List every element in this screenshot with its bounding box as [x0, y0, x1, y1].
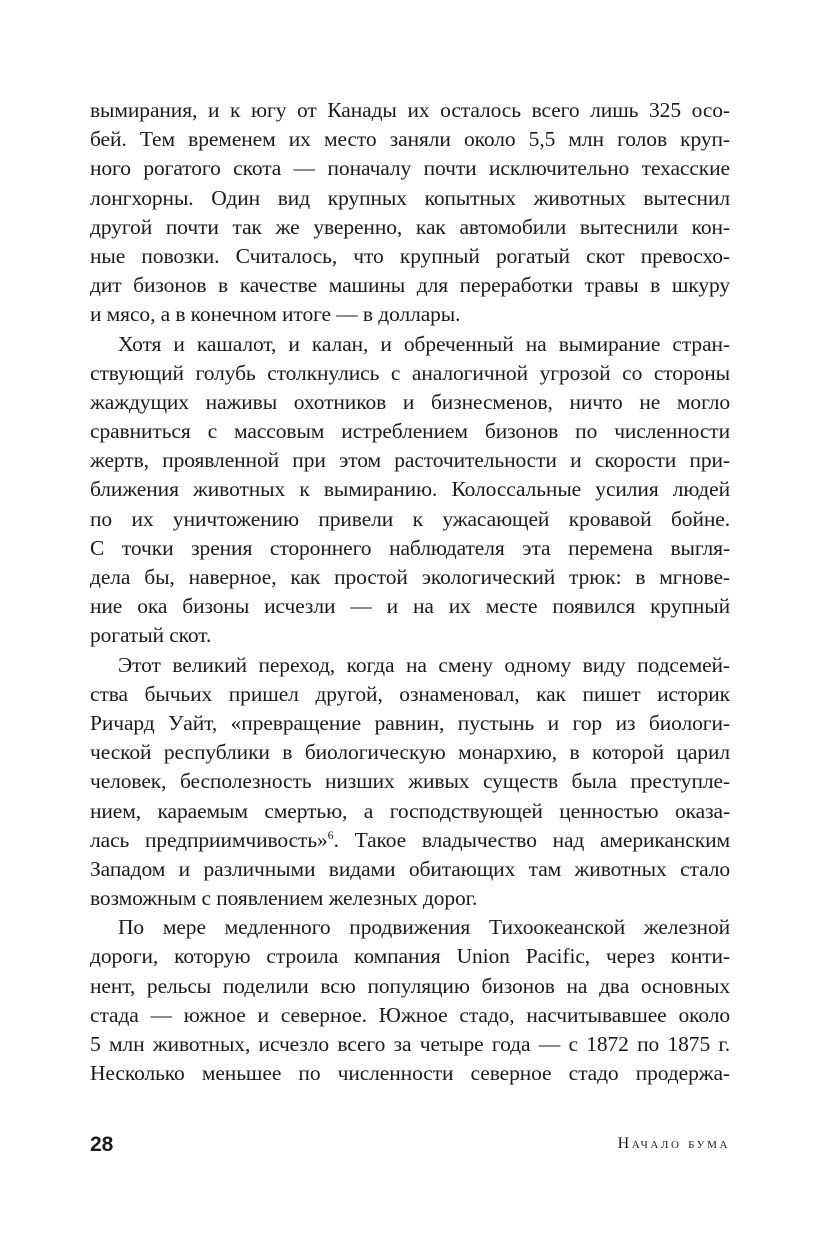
- text-line: нент, рельсы поделили всю популяцию бизонов на два основных: [90, 973, 730, 998]
- text-line: по их уничтожению привели к ужасающей кровавой бойне.: [90, 506, 730, 531]
- text-line: стада — южное и северное. Южное стадо, насчитывавшее около: [90, 1002, 730, 1027]
- text-line: жертв, проявленной при этом расточительности и скорости при-: [90, 448, 730, 473]
- text-line: ные повозки. Считалось, что крупный рогатый скот превосхо-: [90, 243, 730, 268]
- text-line: вымирания, и к югу от Канады их осталось всего лишь 325 осо-: [90, 98, 730, 122]
- text-line: ческой республики в биологическую монархию, в которой царил: [90, 740, 730, 765]
- text-line: бей. Тем временем их место заняли около 5,5 млн голов круп-: [90, 127, 730, 152]
- text-line: Хотя и кашалот, и калан, и обреченный на вымирание стран-: [118, 331, 730, 356]
- text-line: лонгхорны. Один вид крупных копытных животных вытеснил: [90, 185, 730, 210]
- text-line: Несколько меньшее по численности северное стадо продержа-: [90, 1061, 730, 1086]
- text-line: жаждущих наживы охотников и бизнесменов, ничто не могло: [90, 389, 730, 414]
- text-line: рогатый скот.: [90, 623, 212, 648]
- paragraph: [90, 651, 730, 914]
- footnote-reference[interactable]: 6: [327, 827, 334, 842]
- text-line: дит бизонов в качестве машины для переработки травы в шкуру: [90, 273, 730, 298]
- paragraph: [90, 96, 730, 330]
- text-line: Этот великий переход, когда на смену одному виду подсемей-: [118, 652, 730, 677]
- text-line: ние ока бизоны исчезли — и на их месте появился крупный: [90, 594, 730, 619]
- text-line: ближения животных к вымиранию. Колоссальные усилия людей: [90, 477, 730, 502]
- text-line: дороги, которую строила компания Union Pacific, через конти-: [90, 944, 730, 969]
- text-line: ствующий голубь столкнулись с аналогичной угрозой со стороны: [90, 360, 730, 385]
- paragraph: [90, 330, 730, 651]
- text-segment: лась предприимчивость»: [90, 827, 328, 852]
- text-line: По мере медленного продвижения Тихоокеанской железной: [118, 915, 730, 940]
- text-line: другой почти так же уверенно, как автомобили вытеснили кон-: [90, 214, 730, 239]
- text-line: Ричард Уайт, «превращение равнин, пустынь и гор из биологи-: [90, 710, 730, 735]
- text-line: дела бы, наверное, как простой экологический трюк: в мгнове-: [90, 565, 730, 589]
- page-number: 28: [90, 1133, 114, 1156]
- text-segment: . Такое владычество над американским: [333, 827, 730, 852]
- text-line-with-footnote: [90, 826, 730, 855]
- text-line: и мясо, а в конечном итоге — в доллары.: [90, 302, 461, 327]
- text-line: нием, караемым смертью, а господствующей ценностью оказа-: [90, 798, 730, 823]
- text-line: ства бычьих пришел другой, ознаменовал, как пишет историк: [90, 681, 730, 706]
- text-line: человек, бесполезность низших живых существ была преступле-: [90, 769, 730, 794]
- text-line: сравниться с массовым истреблением бизонов по численности: [90, 419, 730, 444]
- paragraph: [90, 913, 730, 1088]
- text-line: С точки зрения стороннего наблюдателя эта перемена выгля-: [90, 535, 730, 560]
- text-line: Западом и различными видами обитающих там животных стало: [90, 856, 730, 881]
- text-line: ного рогатого скота — поначалу почти исключительно техасские: [90, 156, 730, 181]
- body-text: [90, 96, 730, 1088]
- text-line: возможным с появлением железных дорог.: [90, 886, 478, 911]
- text-line: 5 млн животных, исчезло всего за четыре года — с 1872 по 1875 г.: [90, 1032, 730, 1056]
- page-footer: [90, 1133, 730, 1163]
- running-head: Начало бума: [617, 1135, 730, 1152]
